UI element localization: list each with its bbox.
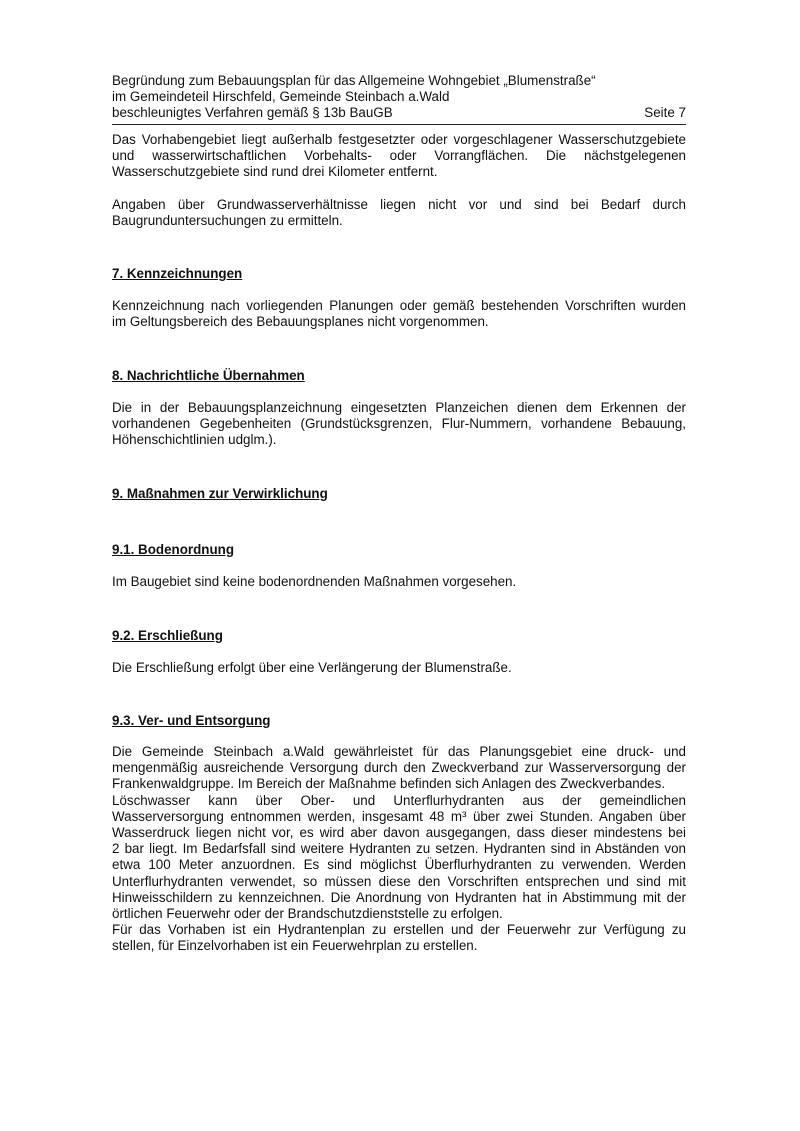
text-line: Wasserdruck liegen nicht vor, es wird aber davon ausgegangen, dass dieser mindestens bei <box>112 825 686 841</box>
text-line: Die in der Bebauungsplanzeichnung eingesetzten Planzeichen dienen dem Erkennen der <box>112 400 686 415</box>
text-line: etwa 100 Meter anzuordnen. Es sind möglichst Überflurhydranten zu verwenden. Werden <box>112 857 686 873</box>
intro-paragraph-2 <box>112 197 686 229</box>
text-line: örtlichen Feuerwehr oder der Brandschutzdienststelle zu erfolgen. <box>112 906 503 922</box>
page-number: Seite 7 <box>644 105 686 120</box>
section-9-3-text <box>112 744 686 955</box>
section-7-heading: 7. Kennzeichnungen <box>112 266 243 281</box>
text-line: Das Vorhabengebiet liegt außerhalb festgesetzter oder vorgeschlagener Wasserschutzgebiete <box>112 132 686 147</box>
section-8-heading: 8. Nachrichtliche Übernahmen <box>112 368 305 383</box>
text-line: im Geltungsbereich des Bebauungsplanes nicht vorgenommen. <box>112 314 489 330</box>
header-title-line-3 <box>112 105 686 121</box>
text-line: Für das Vorhaben ist ein Hydrantenplan zu erstellen und der Feuerwehr zur Verfügung zu <box>112 922 686 938</box>
text-line: und wasserwirtschaftlichen Vorbehalts- oder Vorrangflächen. Die nächstgelegenen <box>112 148 686 164</box>
section-9-3-heading: 9.3. Ver- und Entsorgung <box>112 713 271 728</box>
section-9-heading: 9. Maßnahmen zur Verwirklichung <box>112 486 328 501</box>
text-line: Im Baugebiet sind keine bodenordnenden Maßnahmen vorgesehen. <box>112 574 517 589</box>
text-line: Die Gemeinde Steinbach a.Wald gewährleistet für das Planungsgebiet eine druck- und <box>112 744 686 759</box>
text-line: stellen, für Einzelvorhaben ist ein Feuerwehrplan zu erstellen. <box>112 938 478 954</box>
text-line: Wasserversorgung entnommen werden, insgesamt 48 m³ über zwei Stunden. Angaben über <box>112 808 686 824</box>
header-title-line-1: Begründung zum Bebauungsplan für das Allgemeine Wohngebiet „Blumenstraße“ <box>112 73 596 88</box>
text-line: Angaben über Grundwasserverhältnisse liegen nicht vor und sind bei Bedarf durch <box>112 197 686 212</box>
section-9-2-heading: 9.2. Erschließung <box>112 628 223 643</box>
header-title-line-2: im Gemeindeteil Hirschfeld, Gemeinde Steinbach a.Wald <box>112 89 450 104</box>
section-8-text <box>112 400 686 449</box>
section-9-1-text <box>112 574 686 590</box>
text-line: vorhandenen Gegebenheiten (Grundstücksgrenzen, Flur-Nummern, vorhandene Bebauung, <box>112 416 686 432</box>
text-line: Baugrunduntersuchungen zu ermitteln. <box>112 213 343 229</box>
text-line: Wasserschutzgebiete sind rund drei Kilometer entfernt. <box>112 164 438 180</box>
text-line: Hinweisschildern zu kennzeichnen. Die Anordnung von Hydranten hat in Abstimmung mit der <box>112 889 686 905</box>
text-line: 2 bar liegt. Im Bedarfsfall sind weitere Hydranten zu setzen. Hydranten sind in Abständen von <box>112 841 686 857</box>
header-procedure: beschleunigtes Verfahren gemäß § 13b BauGB <box>112 105 393 120</box>
section-9-1-heading: 9.1. Bodenordnung <box>112 542 234 557</box>
header-divider <box>112 124 686 125</box>
text-line: Frankenwaldgruppe. Im Bereich der Maßnahme befinden sich Anlagen des Zweckverbandes. <box>112 776 666 792</box>
text-line: mengenmäßig ausreichende Versorgung durch den Zweckverband zur Wasserversorgung der <box>112 760 686 776</box>
section-9-2-text <box>112 660 686 676</box>
text-line: Unterflurhydranten verwendet, so müssen diese den Vorschriften entsprechen und sind mit <box>112 873 686 889</box>
text-line: Höhenschichtlinien udglm.). <box>112 432 277 448</box>
text-line: Die Erschließung erfolgt über eine Verlängerung der Blumenstraße. <box>112 660 512 675</box>
text-line: Löschwasser kann über Ober- und Unterflurhydranten aus der gemeindlichen <box>112 792 686 808</box>
text-line: Kennzeichnung nach vorliegenden Planungen oder gemäß bestehenden Vorschriften wurden <box>112 298 686 313</box>
section-7-text <box>112 298 686 330</box>
intro-paragraph-1 <box>112 132 686 181</box>
page-header <box>112 73 686 121</box>
